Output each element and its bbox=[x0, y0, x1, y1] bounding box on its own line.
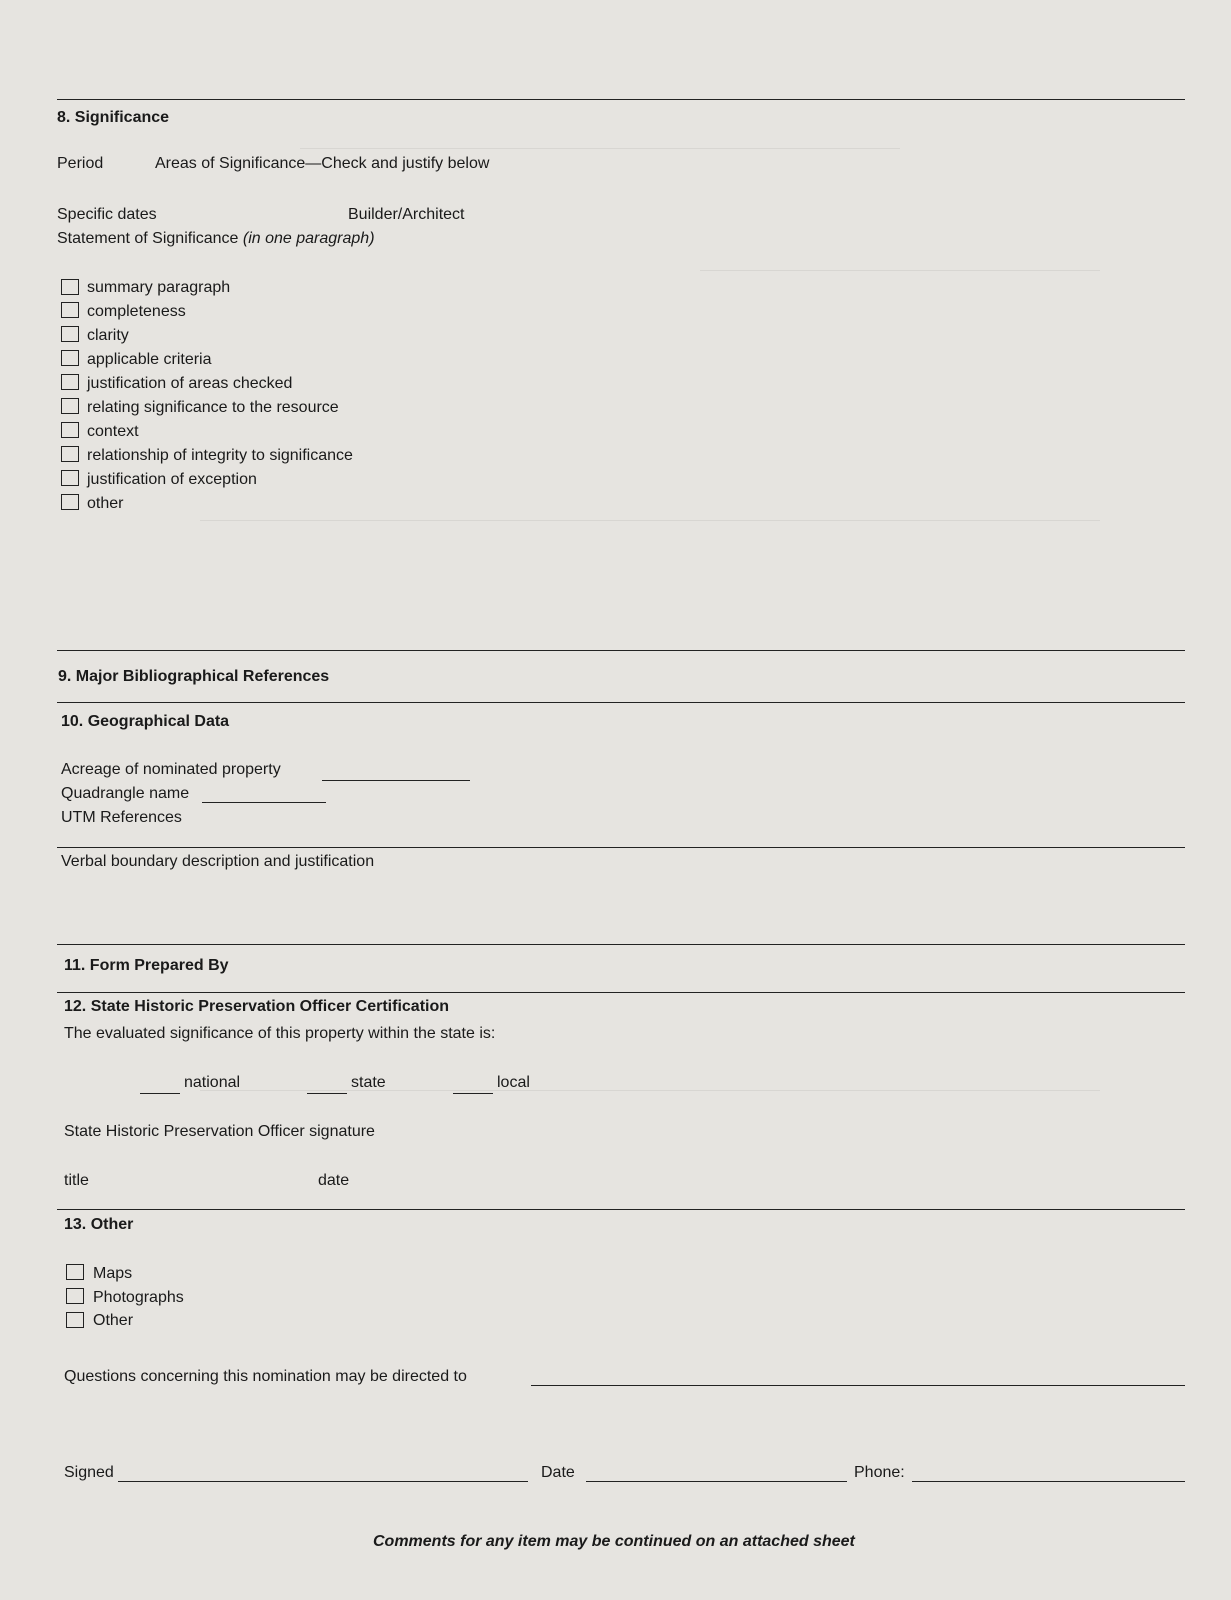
national-blank[interactable] bbox=[140, 1093, 180, 1094]
acreage-label: Acreage of nominated property bbox=[61, 761, 281, 778]
areas-of-significance-label: Areas of Significance—Check and justify below bbox=[155, 155, 490, 172]
state-blank[interactable] bbox=[307, 1093, 347, 1094]
statement-of-significance-label bbox=[57, 229, 375, 249]
checkbox-label: completeness bbox=[87, 303, 186, 320]
acreage-field[interactable] bbox=[322, 780, 470, 781]
checkbox-label: applicable criteria bbox=[87, 351, 212, 368]
national-label: national bbox=[184, 1074, 241, 1091]
evaluated-significance-label: The evaluated significance of this property within the state is: bbox=[64, 1025, 496, 1042]
checkbox-context[interactable] bbox=[61, 422, 79, 438]
checkbox-completeness[interactable] bbox=[61, 302, 79, 318]
period-label: Period bbox=[57, 155, 104, 172]
section-12-heading: 12. State Historic Preservation Officer Certification bbox=[64, 998, 450, 1015]
statement-note: (in one paragraph) bbox=[242, 230, 375, 247]
checkbox-clarity[interactable] bbox=[61, 326, 79, 342]
section-divider bbox=[57, 944, 1185, 945]
checkbox-label: clarity bbox=[87, 327, 129, 344]
checkbox-label: Other bbox=[93, 1312, 134, 1329]
signed-field[interactable] bbox=[118, 1481, 528, 1482]
section-divider bbox=[57, 992, 1185, 993]
checkbox-other[interactable] bbox=[61, 494, 79, 510]
bleed-line bbox=[300, 148, 900, 149]
date-label: date bbox=[318, 1172, 350, 1189]
state-label: state bbox=[351, 1074, 386, 1091]
section-11-heading: 11. Form Prepared By bbox=[64, 957, 229, 974]
verbal-boundary-label: Verbal boundary description and justification bbox=[61, 853, 375, 870]
footer-note: Comments for any item may be continued on an attached sheet bbox=[373, 1533, 855, 1550]
section-9-heading: 9. Major Bibliographical References bbox=[58, 668, 330, 685]
checkbox-label: justification of exception bbox=[87, 471, 257, 488]
shpo-signature-label: State Historic Preservation Officer signature bbox=[64, 1123, 375, 1140]
checkbox-relating-significance[interactable] bbox=[61, 398, 79, 414]
checkbox-label: relating significance to the resource bbox=[87, 399, 339, 416]
checkbox-other-13[interactable] bbox=[66, 1312, 84, 1328]
checkbox-label: Maps bbox=[93, 1265, 133, 1282]
phone-label: Phone: bbox=[854, 1464, 905, 1481]
checkbox-label: relationship of integrity to significance bbox=[87, 447, 353, 464]
checkbox-label: context bbox=[87, 423, 139, 440]
title-label: title bbox=[64, 1172, 89, 1189]
local-blank[interactable] bbox=[453, 1093, 493, 1094]
date-label: Date bbox=[541, 1464, 575, 1481]
section-divider bbox=[57, 702, 1185, 703]
section-divider bbox=[57, 650, 1185, 651]
quadrangle-field[interactable] bbox=[202, 802, 326, 803]
section-13-heading: 13. Other bbox=[64, 1216, 134, 1233]
checkbox-label: Photographs bbox=[93, 1289, 184, 1306]
section-10-heading: 10. Geographical Data bbox=[61, 713, 230, 730]
specific-dates-label: Specific dates bbox=[57, 206, 157, 223]
checkbox-justification-areas[interactable] bbox=[61, 374, 79, 390]
questions-contact-field[interactable] bbox=[531, 1385, 1185, 1386]
bleed-line bbox=[700, 270, 1100, 271]
checkbox-label: other bbox=[87, 495, 124, 512]
quadrangle-label: Quadrangle name bbox=[61, 785, 190, 802]
questions-label: Questions concerning this nomination may be directed to bbox=[64, 1368, 467, 1385]
section-divider bbox=[57, 847, 1185, 848]
utm-references-label: UTM References bbox=[61, 809, 182, 826]
signed-label: Signed bbox=[64, 1464, 114, 1481]
local-label: local bbox=[497, 1074, 530, 1091]
checkbox-integrity[interactable] bbox=[61, 446, 79, 462]
bleed-line bbox=[200, 1090, 1100, 1091]
checkbox-justification-exception[interactable] bbox=[61, 470, 79, 486]
checkbox-label: justification of areas checked bbox=[87, 375, 293, 392]
checkbox-applicable-criteria[interactable] bbox=[61, 350, 79, 366]
statement-label: Statement of Significance bbox=[57, 230, 239, 247]
section-8-heading: 8. Significance bbox=[57, 109, 170, 126]
section-divider bbox=[57, 1209, 1185, 1210]
section-divider bbox=[57, 99, 1185, 100]
checkbox-label: summary paragraph bbox=[87, 279, 231, 296]
checkbox-maps[interactable] bbox=[66, 1264, 84, 1280]
bleed-line bbox=[200, 520, 1100, 521]
checkbox-photographs[interactable] bbox=[66, 1288, 84, 1304]
checkbox-summary-paragraph[interactable] bbox=[61, 279, 79, 295]
builder-architect-label: Builder/Architect bbox=[348, 206, 465, 223]
phone-field[interactable] bbox=[912, 1481, 1185, 1482]
date-field[interactable] bbox=[586, 1481, 847, 1482]
